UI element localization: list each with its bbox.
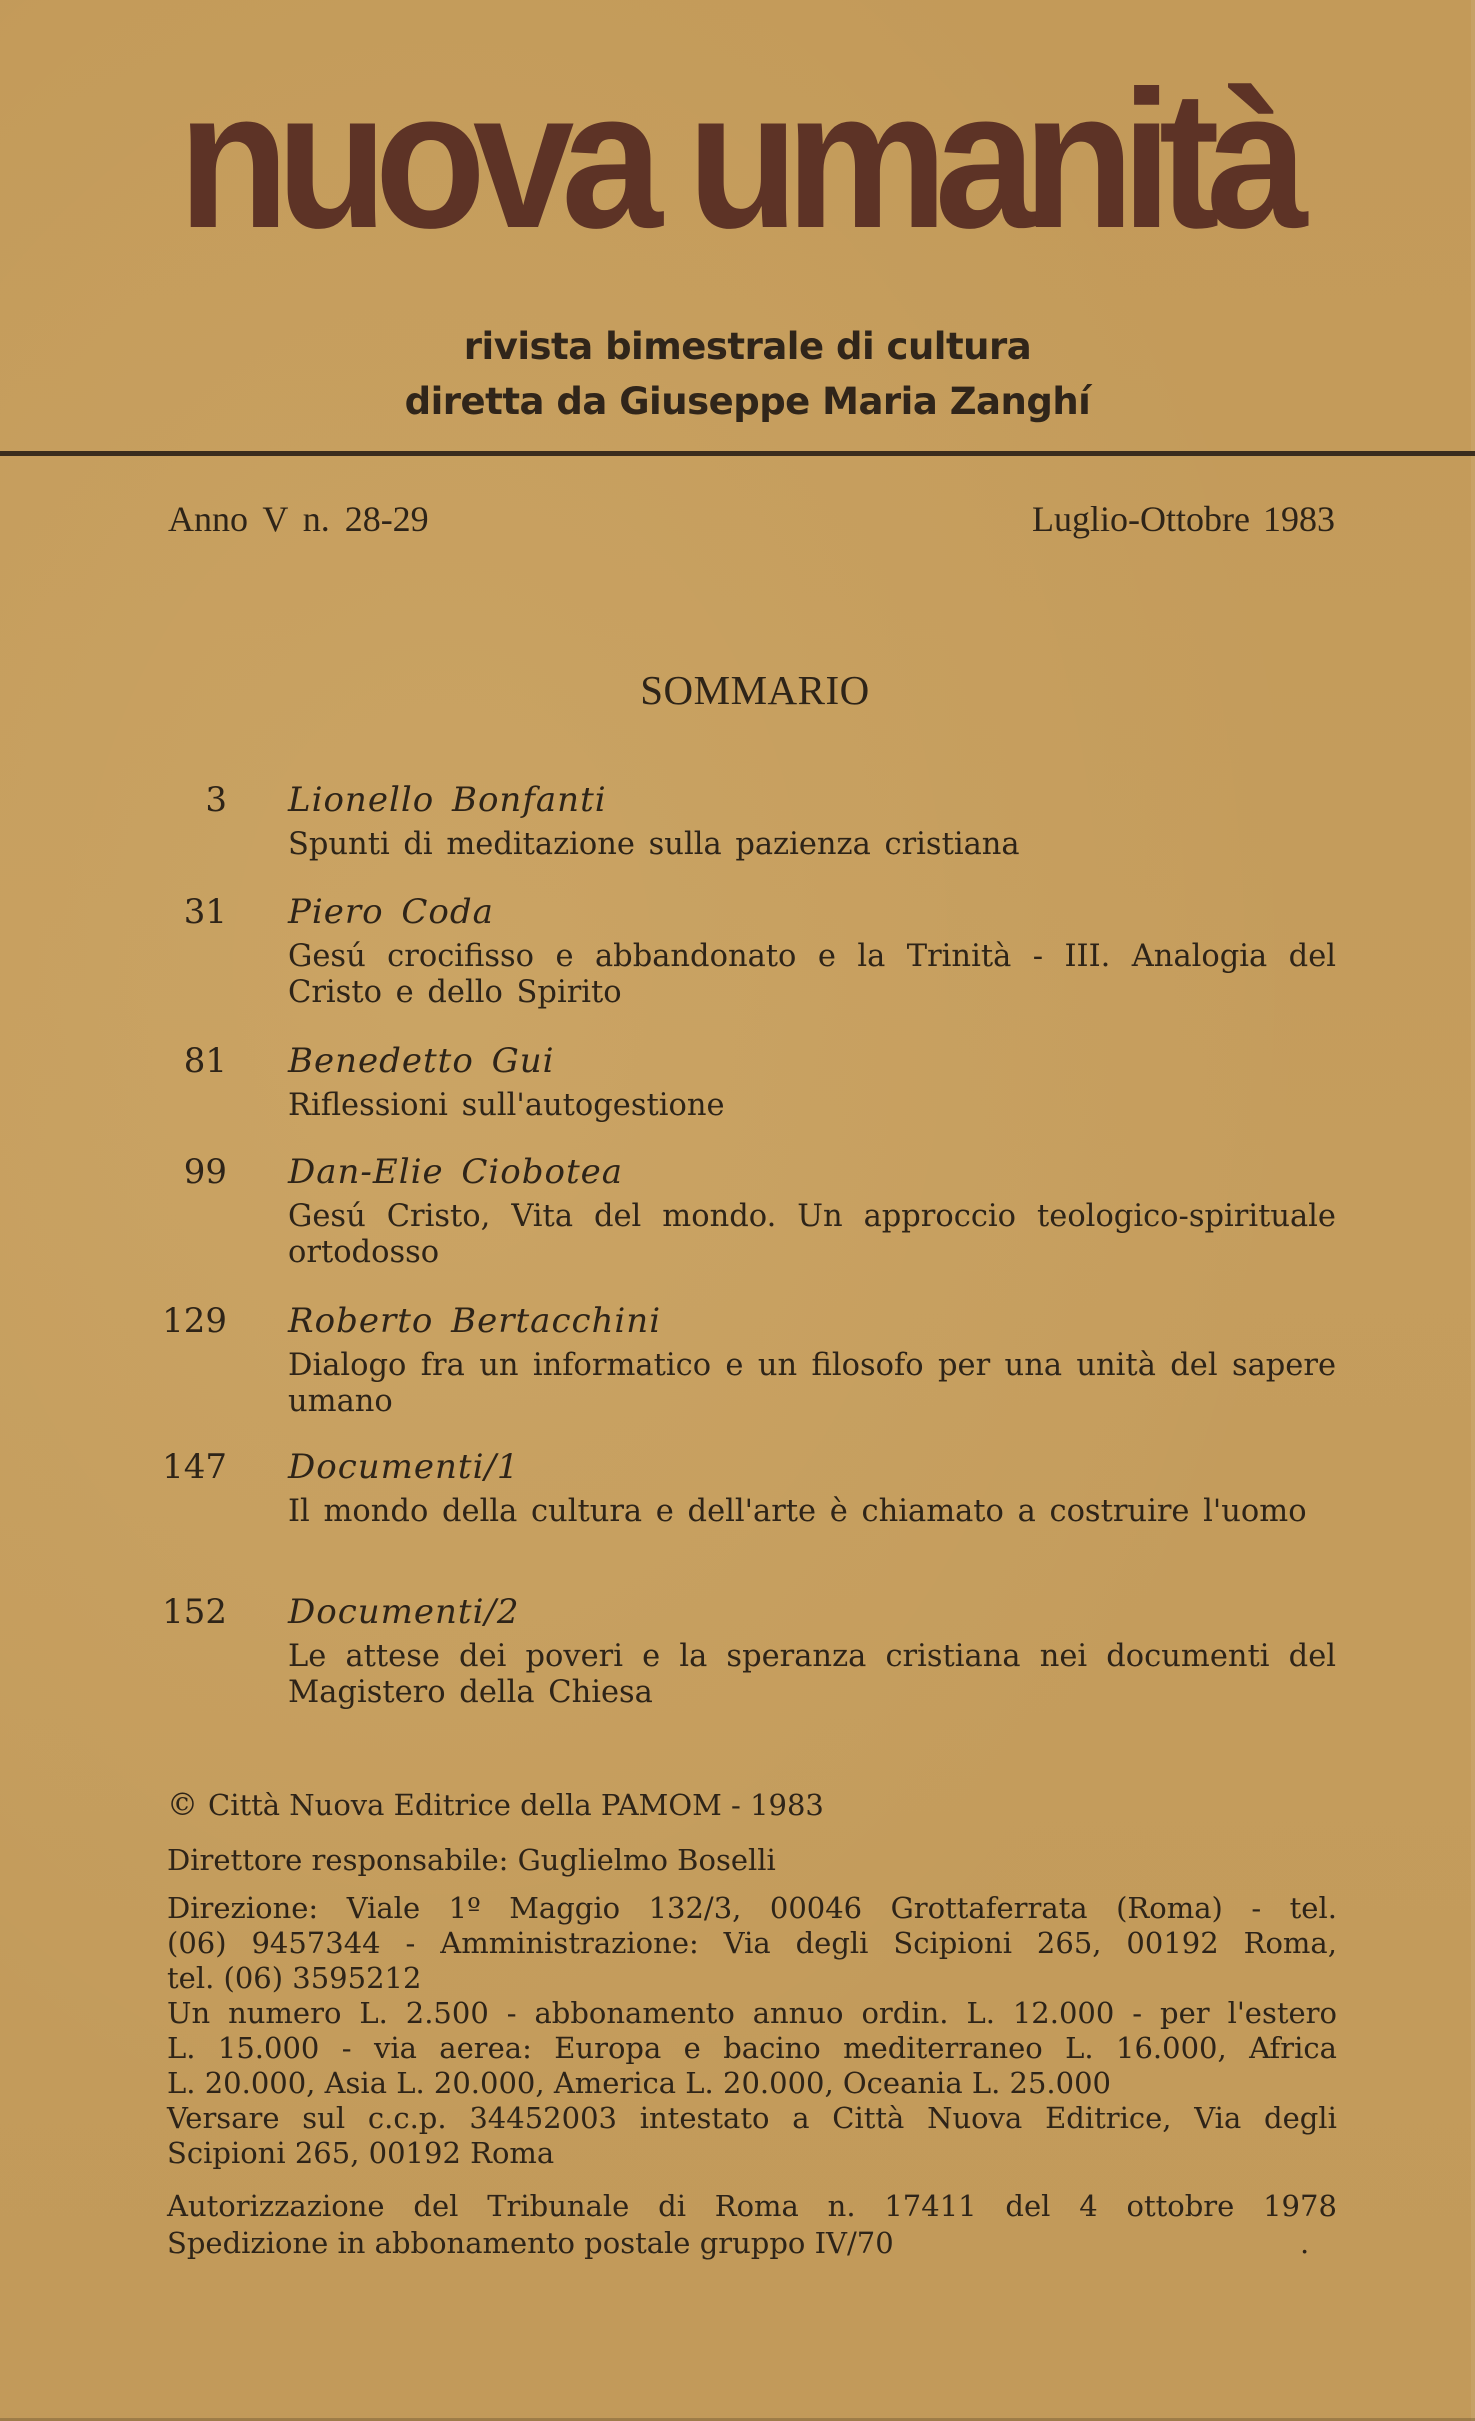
- colophon-word: 9457344: [251, 1926, 381, 1960]
- toc-page-number: 152: [162, 1592, 227, 1632]
- colophon-word: e: [683, 2031, 701, 2065]
- colophon-word: Europa: [554, 2031, 662, 2065]
- colophon-word: L.: [966, 1996, 995, 2030]
- colophon-word: Grottaferrata: [890, 1891, 1088, 1925]
- colophon-word: (Roma): [1116, 1891, 1223, 1925]
- colophon-word: Roma: [714, 2189, 799, 2223]
- colophon-word: 265,: [1036, 1926, 1102, 1960]
- colophon-word: -: [341, 2031, 352, 2065]
- director-line: Direttore responsabile: Guglielmo Boselli: [167, 1843, 776, 1877]
- colophon-line: [167, 2100, 1337, 2136]
- colophon-word: del: [413, 2189, 459, 2223]
- issue-period: Luglio-Ottobre 1983: [1032, 499, 1335, 539]
- colophon-word: Via: [1194, 2101, 1242, 2135]
- colophon-word: Tribunale: [487, 2189, 630, 2223]
- toc-author: Documenti/2: [288, 1592, 520, 1632]
- toc-page-number: 147: [162, 1447, 227, 1487]
- colophon-word: Viale: [346, 1891, 421, 1925]
- colophon-word: di: [658, 2189, 686, 2223]
- colophon-word: per: [1160, 1996, 1210, 2030]
- colophon-word: abbonamento: [534, 1996, 735, 2030]
- colophon-word: (06): [167, 1926, 227, 1960]
- colophon-word: Maggio: [509, 1891, 621, 1925]
- copyright-notice: [167, 1787, 824, 1823]
- issue-number: Anno V n. 28-29: [168, 499, 429, 539]
- toc-article-title: Le attese dei poveri e la speranza cristiana nei documenti del Magistero della Chiesa: [288, 1639, 1336, 1710]
- toc-author: Piero Coda: [288, 892, 494, 932]
- masthead-divider: [0, 451, 1475, 456]
- colophon-word: sul: [302, 2101, 346, 2135]
- toc-article-title: Riflessioni sull'autogestione: [288, 1088, 725, 1123]
- colophon-word: ottobre: [1126, 2189, 1235, 2223]
- colophon-word: L.: [167, 2031, 196, 2065]
- colophon-word: 34452003: [469, 2101, 617, 2135]
- colophon-word: Editrice,: [1045, 2101, 1172, 2135]
- colophon-line: L. 20.000, Asia L. 20.000, America L. 20.000, Oceania L. 25.000: [167, 2066, 1112, 2100]
- copyright-text: Città Nuova Editrice della PAMOM - 1983: [208, 1788, 824, 1822]
- colophon-line: [167, 1995, 1337, 2031]
- colophon-word: l'estero: [1227, 1996, 1337, 2030]
- colophon-line: Scipioni 265, 00192 Roma: [167, 2136, 555, 2170]
- colophon-word: via: [373, 2031, 417, 2065]
- trailing-mark: .: [1300, 2226, 1310, 2260]
- colophon-word: 12.000: [1012, 1996, 1115, 2030]
- colophon-word: -: [506, 1996, 517, 2030]
- toc-author: Benedetto Gui: [288, 1041, 555, 1081]
- toc-author: Dan-Elie Ciobotea: [288, 1152, 624, 1192]
- colophon-word: aerea:: [439, 2031, 532, 2065]
- colophon-word: L.: [359, 1996, 388, 2030]
- colophon-line: [167, 1890, 1337, 1926]
- toc-author: Roberto Bertacchini: [288, 1301, 662, 1341]
- magazine-title: nuova umanità: [178, 50, 1296, 269]
- colophon-word: numero: [228, 1996, 342, 2030]
- toc-article-title: Gesú crocifisso e abbandonato e la Trinità - III. Analogia del Cristo e dello Spirito: [288, 939, 1336, 1010]
- colophon-line: [167, 2030, 1337, 2066]
- colophon-word: Nuova: [927, 2101, 1023, 2135]
- colophon-word: tel.: [1289, 1891, 1337, 1925]
- colophon-word: Africa: [1249, 2031, 1337, 2065]
- colophon-word: -: [405, 1926, 416, 1960]
- colophon-word: mediterraneo: [843, 2031, 1043, 2065]
- colophon-word: 1978: [1263, 2189, 1337, 2223]
- colophon-word: bacino: [723, 2031, 821, 2065]
- colophon-word: ordin.: [861, 1996, 949, 2030]
- colophon-word: Direzione:: [167, 1891, 319, 1925]
- toc-author: Documenti/1: [288, 1447, 520, 1487]
- contents-heading: SOMMARIO: [640, 667, 870, 713]
- colophon-word: Roma,: [1243, 1926, 1337, 1960]
- toc-page-number: 3: [205, 780, 227, 820]
- toc-article-title: Il mondo della cultura e dell'arte è chiamato a costruire l'uomo: [288, 1494, 1307, 1529]
- colophon-word: 132/3,: [648, 1891, 742, 1925]
- colophon-line: [167, 1925, 1337, 1961]
- colophon-line: [167, 2188, 1337, 2224]
- colophon-word: 2.500: [405, 1996, 489, 2030]
- colophon-word: Via: [723, 1926, 771, 1960]
- colophon-word: L.: [1065, 2031, 1094, 2065]
- toc-page-number: 31: [183, 892, 227, 932]
- colophon-word: -: [1132, 1996, 1143, 2030]
- colophon-word: Un: [167, 1996, 211, 2030]
- colophon-word: Versare: [167, 2101, 280, 2135]
- colophon-word: degli: [1264, 2101, 1337, 2135]
- subtitle-line-2: diretta da Giuseppe Maria Zanghí: [404, 380, 1091, 423]
- colophon-word: 16.000,: [1116, 2031, 1227, 2065]
- copyright-icon: ©: [167, 1787, 198, 1823]
- colophon-word: Autorizzazione: [167, 2189, 385, 2223]
- colophon-word: c.c.p.: [367, 2101, 447, 2135]
- colophon-word: 1º: [448, 1891, 481, 1925]
- toc-article-title: Spunti di meditazione sulla pazienza cristiana: [288, 827, 1020, 862]
- toc-page-number: 81: [183, 1041, 227, 1081]
- colophon-line: Spedizione in abbonamento postale gruppo IV/70: [167, 2226, 894, 2260]
- colophon-word: Città: [832, 2101, 905, 2135]
- colophon-word: 4: [1079, 2189, 1098, 2223]
- colophon-word: Scipioni: [893, 1926, 1012, 1960]
- toc-article-title: Gesú Cristo, Vita del mondo. Un approccio teologico-spirituale ortodosso: [288, 1199, 1336, 1270]
- colophon-word: del: [1005, 2189, 1051, 2223]
- toc-article-title: Dialogo fra un informatico e un filosofo per una unità del sapere umano: [288, 1348, 1336, 1419]
- colophon-word: n.: [827, 2189, 856, 2223]
- colophon-word: -: [1251, 1891, 1262, 1925]
- colophon-word: 00046: [769, 1891, 863, 1925]
- colophon-word: 00192: [1126, 1926, 1219, 1960]
- colophon-word: Amministrazione:: [440, 1926, 699, 1960]
- colophon-word: degli: [795, 1926, 869, 1960]
- colophon-word: 15.000: [217, 2031, 320, 2065]
- toc-page-number: 99: [183, 1152, 227, 1192]
- toc-page-number: 129: [162, 1301, 227, 1341]
- colophon-word: annuo: [752, 1996, 844, 2030]
- subtitle-line-1: rivista bimestrale di cultura: [463, 325, 1032, 368]
- toc-author: Lionello Bonfanti: [288, 780, 607, 820]
- colophon-line: tel. (06) 3595212: [167, 1961, 422, 1995]
- colophon-word: a: [792, 2101, 810, 2135]
- colophon-word: 17411: [884, 2189, 977, 2223]
- colophon-word: intestato: [639, 2101, 770, 2135]
